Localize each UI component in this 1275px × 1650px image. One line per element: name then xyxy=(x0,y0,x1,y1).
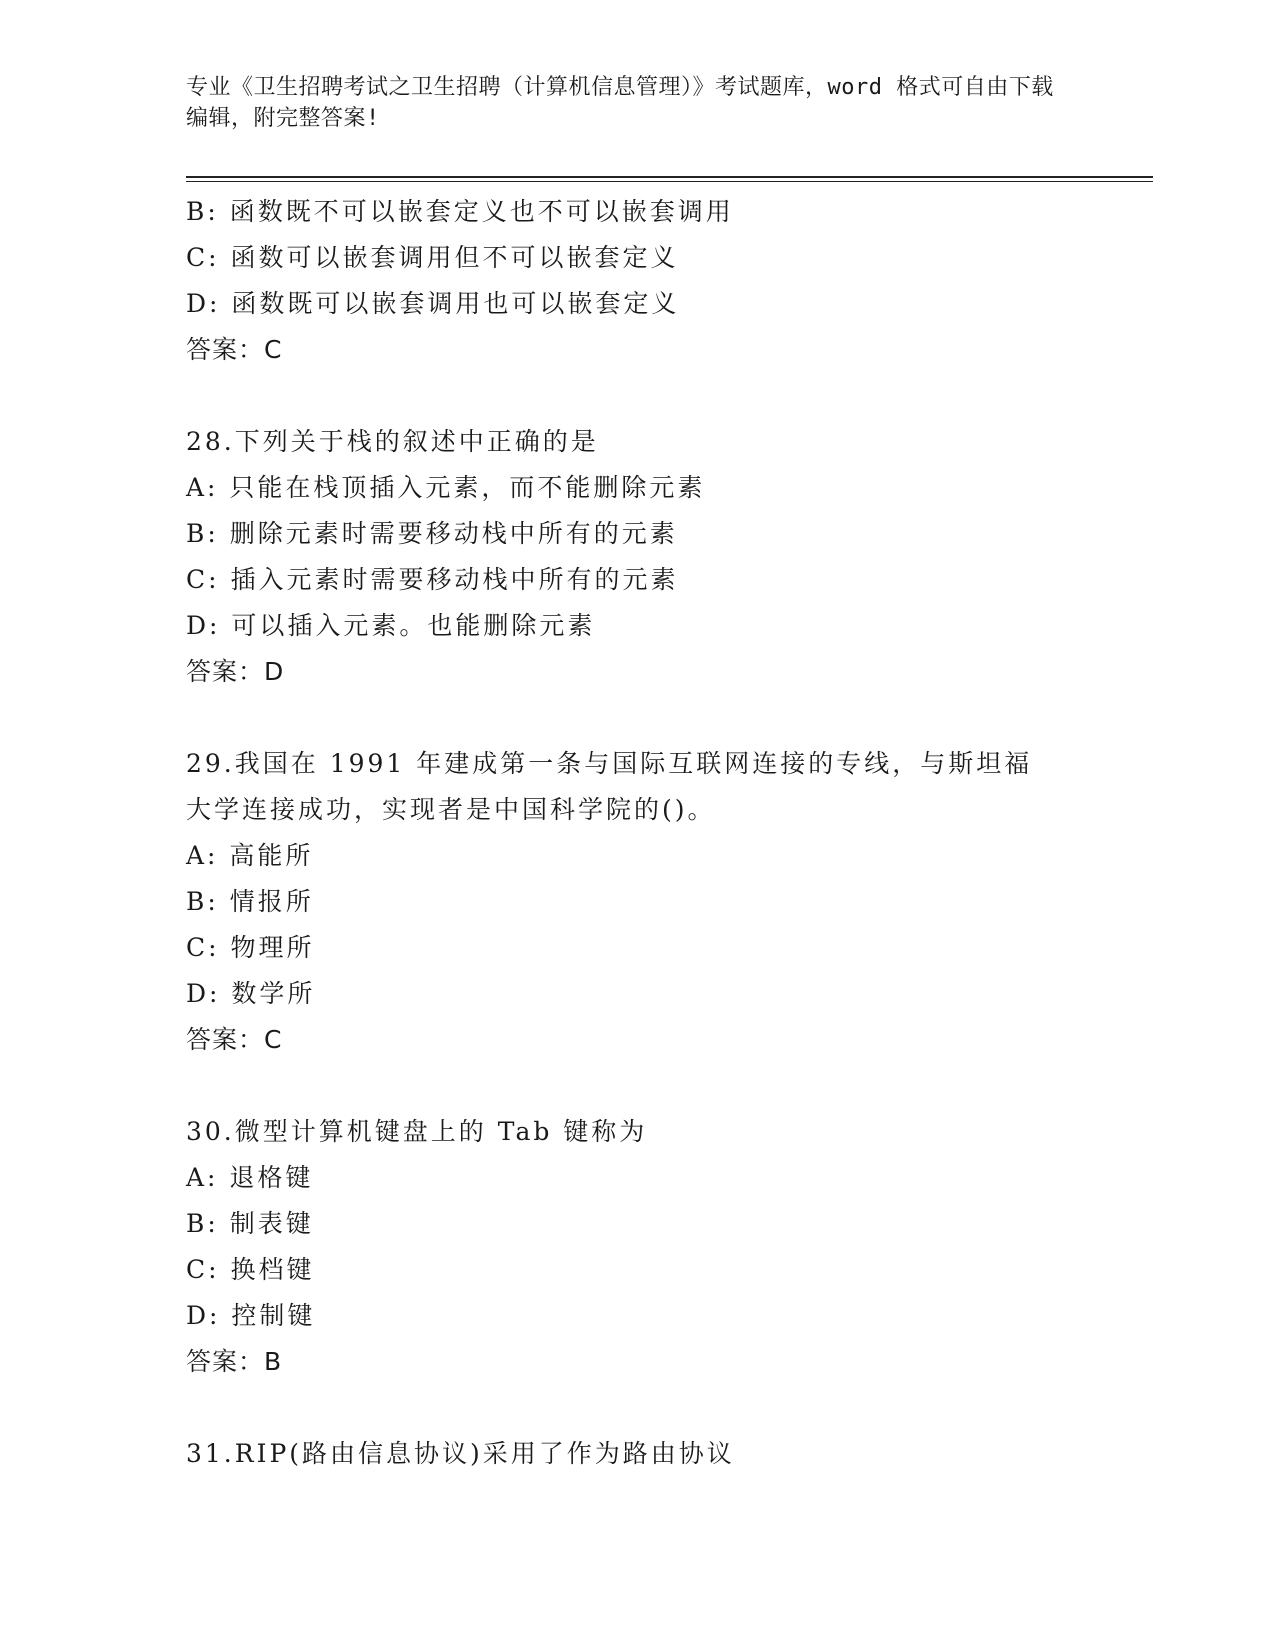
question-stem: 30.微型计算机键盘上的 Tab 键称为 xyxy=(186,1117,648,1146)
option-d: D: 数学所 xyxy=(186,979,316,1008)
option-a: A: 退格键 xyxy=(186,1163,314,1192)
option-b: B: 删除元素时需要移动栈中所有的元素 xyxy=(186,519,678,548)
document-intro: 专业《卫生招聘考试之卫生招聘（计算机信息管理）》考试题库，word 格式可自由下载编辑，附完整答案! xyxy=(186,75,1054,131)
option-b: B: 情报所 xyxy=(186,887,314,916)
option-c: C: 物理所 xyxy=(186,933,315,962)
question-block xyxy=(186,1431,1086,1477)
option-c: C: 插入元素时需要移动栈中所有的元素 xyxy=(186,565,679,594)
question-stem: 28.下列关于栈的叙述中正确的是 xyxy=(186,427,599,456)
question-list xyxy=(186,189,1086,1477)
question-block xyxy=(186,741,1086,1063)
question-block xyxy=(186,189,1086,373)
question-stem: 29.我国在 1991 年建成第一条与国际互联网连接的专线，与斯坦福大学连接成功，实现者是中国科学院的()。 xyxy=(186,749,1033,824)
spacer xyxy=(186,695,1086,741)
option-b: B: 函数既不可以嵌套定义也不可以嵌套调用 xyxy=(186,197,734,226)
question-stem: 31.RIP(路由信息协议)采用了作为路由协议 xyxy=(186,1439,735,1468)
option-c: C: 换档键 xyxy=(186,1255,315,1284)
question-block xyxy=(186,419,1086,695)
option-b: B: 制表键 xyxy=(186,1209,314,1238)
question-block xyxy=(186,1109,1086,1385)
spacer xyxy=(186,1385,1086,1431)
header-divider-thin xyxy=(186,181,1153,182)
answer-line: 答案：C xyxy=(186,1025,283,1054)
spacer xyxy=(186,1063,1086,1109)
option-d: D: 函数既可以嵌套调用也可以嵌套定义 xyxy=(186,289,680,318)
spacer xyxy=(186,373,1086,419)
option-c: C: 函数可以嵌套调用但不可以嵌套定义 xyxy=(186,243,679,272)
answer-line: 答案：D xyxy=(186,657,285,686)
option-d: D: 可以插入元素。也能删除元素 xyxy=(186,611,596,640)
option-a: A: 只能在栈顶插入元素，而不能删除元素 xyxy=(186,473,706,502)
option-d: D: 控制键 xyxy=(186,1301,316,1330)
answer-line: 答案：C xyxy=(186,335,283,364)
option-a: A: 高能所 xyxy=(186,841,314,870)
answer-line: 答案：B xyxy=(186,1347,283,1376)
header-divider-thick xyxy=(186,176,1153,178)
